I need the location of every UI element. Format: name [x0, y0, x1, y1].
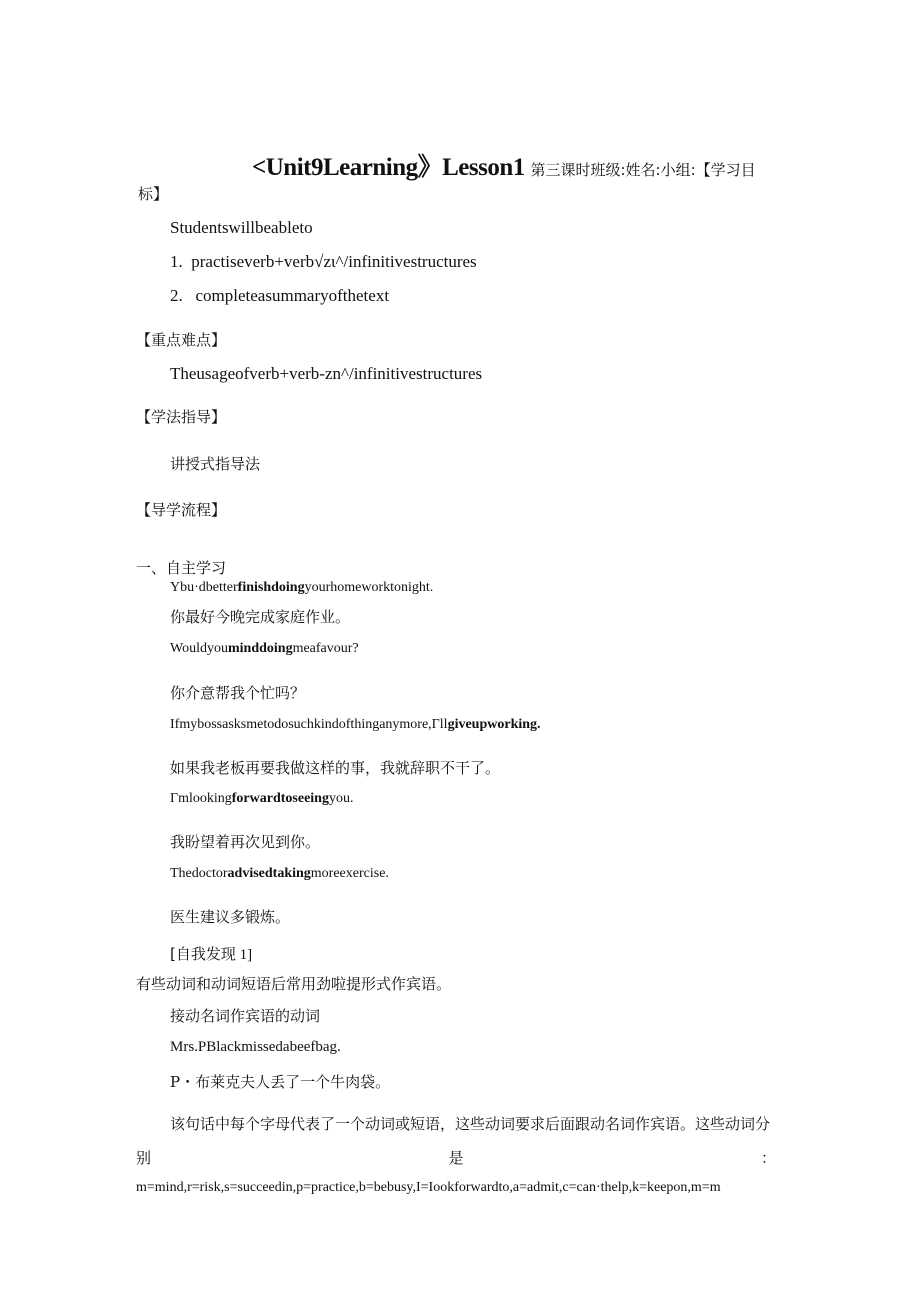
objective-item-2 — [170, 286, 389, 306]
mnemonic-translation: P・布莱克夫人丢了一个牛肉袋。 — [170, 1073, 391, 1091]
example-translation: 你介意帮我个忙吗？ — [170, 684, 306, 702]
example-sentence — [170, 641, 359, 657]
discovery-label-number: 1] — [239, 947, 253, 963]
method-heading: 【学法指导】 — [136, 408, 227, 426]
objective-text: practiseverb+verb√zι^/infinitivestructures — [191, 252, 477, 271]
example-text: Ybu·dbetter — [170, 580, 238, 595]
objective-item-1 — [170, 252, 477, 272]
example-highlight: advisedtaking — [227, 866, 311, 881]
example-text: moreexercise. — [310, 866, 389, 881]
example-text: yourhomeworktonight. — [304, 580, 434, 595]
discovery-description: 有些动词和动词短语后常用劲啦提形式作宾语。 — [136, 975, 452, 993]
key-points-heading: 【重点难点】 — [136, 331, 227, 349]
example-sentence — [170, 791, 353, 807]
title-text: <Unit9Learning》Lesson1 — [252, 154, 525, 181]
example-highlight: minddoing — [227, 641, 293, 656]
example-highlight: finishdoing — [237, 580, 305, 595]
example-text: meafavour? — [292, 641, 359, 656]
example-text: Γmlooking — [170, 791, 232, 806]
example-translation: 你最好今晚完成家庭作业。 — [170, 608, 351, 626]
discovery-subheading: 接动名词作宾语的动词 — [170, 1007, 321, 1025]
objective-number: 2. — [170, 286, 183, 305]
example-sentence — [170, 866, 389, 882]
example-text: you. — [328, 791, 354, 806]
title-meta: 第三课时班级:姓名:小组:【学习目 — [530, 161, 756, 179]
example-sentence — [170, 717, 541, 733]
example-text: Wouldyou — [170, 641, 228, 656]
objectives-intro: Studentswillbeableto — [170, 218, 313, 237]
objective-text: completeasummaryofthetext — [195, 286, 390, 305]
example-highlight: forwardtoseeing — [231, 791, 329, 806]
mnemonic-sentence: Mrs.PBlackmissedabeefbag. — [170, 1039, 341, 1055]
objective-number: 1. — [170, 252, 183, 271]
method-text: 讲授式指导法 — [170, 455, 261, 473]
section-heading: 一、自主学习 — [136, 559, 227, 577]
example-translation: 医生建议多锻炼。 — [170, 908, 291, 926]
discovery-label-text: [自我发现 — [170, 945, 236, 963]
example-text: Ifmybossasksmetodosuchkindofthinganymore,Γll — [170, 717, 448, 732]
process-heading: 【导学流程】 — [136, 501, 227, 519]
example-translation: 如果我老板再要我做这样的事，我就辞职不干了。 — [170, 759, 501, 777]
example-highlight: giveupworking. — [447, 717, 541, 732]
title-meta-continued: 标】 — [138, 185, 169, 203]
continuation-word: 别 — [136, 1149, 152, 1167]
discovery-label — [170, 943, 252, 964]
continuation-word: ： — [760, 1149, 776, 1167]
example-text: Thedoctor — [170, 866, 228, 881]
verb-list: m=mind,r=risk,s=succeedin,p=practice,b=bebusy,I=Iookforwardto,a=admit,c=can·thelp,k=keepon,m=m — [136, 1180, 721, 1195]
continuation-word: 是 — [448, 1149, 464, 1167]
key-points-text: Theusageofverb+verb-zn^/infinitivestructures — [170, 364, 483, 383]
example-sentence — [170, 580, 433, 596]
explanation-paragraph: 该句话中每个字母代表了一个动词或短语，这些动词要求后面跟动名词作宾语。这些动词分 — [170, 1115, 771, 1133]
example-translation: 我盼望着再次见到你。 — [170, 833, 321, 851]
explanation-continuation — [136, 1147, 776, 1168]
page-title — [252, 147, 756, 183]
